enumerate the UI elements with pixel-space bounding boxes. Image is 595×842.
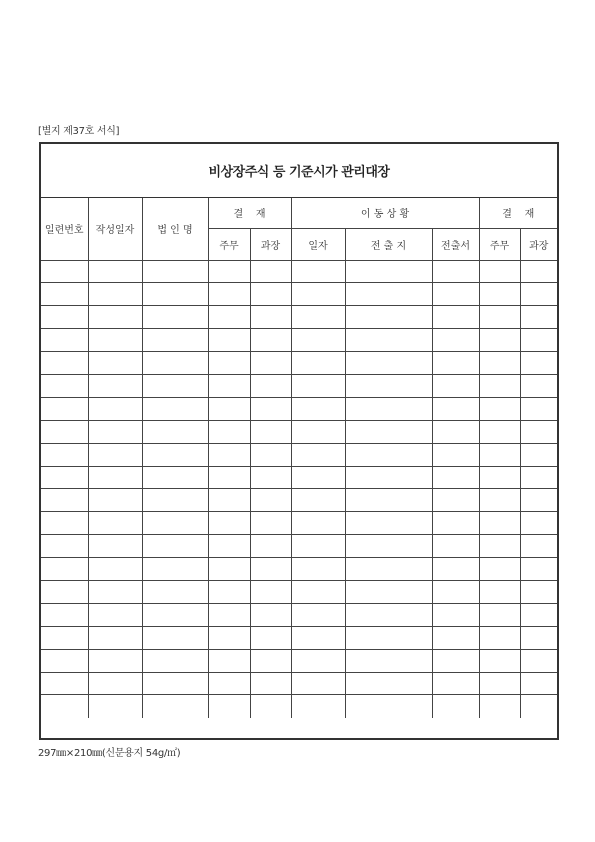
table-cell[interactable] xyxy=(88,329,142,352)
table-cell[interactable] xyxy=(142,558,208,581)
header-approval-chief-2: 과장 xyxy=(520,228,557,260)
table-cell[interactable] xyxy=(250,512,291,535)
table-cell[interactable] xyxy=(345,558,432,581)
table-cell[interactable] xyxy=(142,420,208,443)
table-cell[interactable] xyxy=(520,489,557,512)
table-cell[interactable] xyxy=(250,283,291,306)
table-cell[interactable] xyxy=(88,649,142,672)
table-cell[interactable] xyxy=(142,626,208,649)
table-cell[interactable] xyxy=(208,260,250,283)
table-cell[interactable] xyxy=(520,306,557,329)
table-cell[interactable] xyxy=(88,374,142,397)
table-cell[interactable] xyxy=(479,512,520,535)
table-cell[interactable] xyxy=(291,626,345,649)
table-row xyxy=(41,329,557,352)
table-cell[interactable] xyxy=(479,626,520,649)
table-cell[interactable] xyxy=(479,535,520,558)
table-cell[interactable] xyxy=(250,603,291,626)
table-cell[interactable] xyxy=(88,603,142,626)
table-cell[interactable] xyxy=(345,420,432,443)
table-cell[interactable] xyxy=(208,352,250,375)
table-cell[interactable] xyxy=(41,672,88,695)
table-cell[interactable] xyxy=(250,443,291,466)
header-transfer-office: 전출서 xyxy=(432,228,479,260)
table-cell[interactable] xyxy=(41,558,88,581)
table-cell[interactable] xyxy=(291,695,345,718)
table-cell[interactable] xyxy=(520,329,557,352)
table-cell[interactable] xyxy=(520,420,557,443)
table-cell[interactable] xyxy=(41,580,88,603)
table-cell[interactable] xyxy=(142,649,208,672)
table-cell[interactable] xyxy=(250,695,291,718)
table-cell[interactable] xyxy=(41,535,88,558)
table-cell[interactable] xyxy=(520,626,557,649)
table-cell[interactable] xyxy=(142,283,208,306)
table-cell[interactable] xyxy=(432,558,479,581)
table-cell[interactable] xyxy=(41,397,88,420)
table-cell[interactable] xyxy=(432,443,479,466)
table-cell[interactable] xyxy=(520,352,557,375)
table-cell[interactable] xyxy=(142,306,208,329)
table-cell[interactable] xyxy=(479,649,520,672)
table-cell[interactable] xyxy=(208,489,250,512)
table-cell[interactable] xyxy=(88,558,142,581)
table-cell[interactable] xyxy=(345,489,432,512)
table-row xyxy=(41,306,557,329)
table-cell[interactable] xyxy=(142,535,208,558)
table-cell[interactable] xyxy=(208,626,250,649)
table-cell[interactable] xyxy=(520,695,557,718)
table-row xyxy=(41,672,557,695)
table-cell[interactable] xyxy=(479,374,520,397)
table-cell[interactable] xyxy=(520,512,557,535)
header-movement-status: 이 동 상 황 xyxy=(291,198,479,228)
table-cell[interactable] xyxy=(291,489,345,512)
table-row xyxy=(41,512,557,535)
table-cell[interactable] xyxy=(41,466,88,489)
table-cell[interactable] xyxy=(250,260,291,283)
header-approval-2: 결 재 xyxy=(479,198,557,228)
table-row xyxy=(41,374,557,397)
table-cell[interactable] xyxy=(41,260,88,283)
table-cell[interactable] xyxy=(291,374,345,397)
table-cell[interactable] xyxy=(41,512,88,535)
table-row xyxy=(41,352,557,375)
table-row xyxy=(41,443,557,466)
table-cell[interactable] xyxy=(208,329,250,352)
table-cell[interactable] xyxy=(41,374,88,397)
register-rows xyxy=(41,260,557,718)
table-cell[interactable] xyxy=(345,466,432,489)
header-corp-name: 법 인 명 xyxy=(142,198,208,260)
header-transfer-destination: 전 출 지 xyxy=(345,228,432,260)
table-cell[interactable] xyxy=(88,283,142,306)
header-approval-staff: 주무 xyxy=(208,228,250,260)
table-cell[interactable] xyxy=(520,260,557,283)
table-cell[interactable] xyxy=(432,374,479,397)
table-cell[interactable] xyxy=(142,374,208,397)
table-cell[interactable] xyxy=(479,420,520,443)
table-cell[interactable] xyxy=(432,672,479,695)
table-cell[interactable] xyxy=(208,397,250,420)
table-cell[interactable] xyxy=(345,512,432,535)
table-cell[interactable] xyxy=(432,466,479,489)
table-cell[interactable] xyxy=(250,558,291,581)
table-cell[interactable] xyxy=(291,558,345,581)
table-cell[interactable] xyxy=(250,420,291,443)
table-cell[interactable] xyxy=(479,695,520,718)
table-row xyxy=(41,489,557,512)
header-move-date: 일자 xyxy=(291,228,345,260)
table-cell[interactable] xyxy=(88,397,142,420)
header-serial-no: 일련번호 xyxy=(41,198,88,260)
table-cell[interactable] xyxy=(142,512,208,535)
table-cell[interactable] xyxy=(250,466,291,489)
table-cell[interactable] xyxy=(479,489,520,512)
register-title: 비상장주식 등 기준시가 관리대장 xyxy=(208,165,390,180)
table-cell[interactable] xyxy=(291,420,345,443)
table-row xyxy=(41,580,557,603)
table-row xyxy=(41,260,557,283)
table-cell[interactable] xyxy=(208,512,250,535)
table-cell[interactable] xyxy=(142,580,208,603)
table-cell[interactable] xyxy=(520,649,557,672)
table-cell[interactable] xyxy=(41,283,88,306)
table-cell[interactable] xyxy=(432,512,479,535)
table-cell[interactable] xyxy=(520,374,557,397)
header-approval-staff-2: 주무 xyxy=(479,228,520,260)
table-cell[interactable] xyxy=(432,420,479,443)
table-cell[interactable] xyxy=(291,260,345,283)
table-cell[interactable] xyxy=(41,443,88,466)
table-cell[interactable] xyxy=(520,580,557,603)
table-cell[interactable] xyxy=(479,466,520,489)
table-cell[interactable] xyxy=(41,649,88,672)
table-cell[interactable] xyxy=(88,512,142,535)
table-cell[interactable] xyxy=(432,260,479,283)
table-cell[interactable] xyxy=(88,466,142,489)
table-cell[interactable] xyxy=(41,420,88,443)
table-cell[interactable] xyxy=(520,466,557,489)
table-cell[interactable] xyxy=(432,603,479,626)
table-cell[interactable] xyxy=(250,397,291,420)
table-cell[interactable] xyxy=(345,695,432,718)
table-cell[interactable] xyxy=(345,603,432,626)
table-cell[interactable] xyxy=(520,558,557,581)
table-cell[interactable] xyxy=(88,695,142,718)
table-cell[interactable] xyxy=(345,283,432,306)
table-cell[interactable] xyxy=(41,489,88,512)
table-cell[interactable] xyxy=(250,580,291,603)
table-cell[interactable] xyxy=(250,352,291,375)
register-table xyxy=(41,198,557,718)
table-cell[interactable] xyxy=(345,374,432,397)
table-cell[interactable] xyxy=(520,283,557,306)
table-cell[interactable] xyxy=(88,352,142,375)
table-cell[interactable] xyxy=(208,535,250,558)
table-cell[interactable] xyxy=(250,374,291,397)
header-date-created: 작성일자 xyxy=(88,198,142,260)
table-cell[interactable] xyxy=(479,329,520,352)
table-cell[interactable] xyxy=(432,306,479,329)
table-cell[interactable] xyxy=(345,260,432,283)
table-cell[interactable] xyxy=(142,466,208,489)
table-cell[interactable] xyxy=(208,672,250,695)
table-cell[interactable] xyxy=(345,443,432,466)
table-cell[interactable] xyxy=(142,443,208,466)
table-cell[interactable] xyxy=(208,695,250,718)
table-cell[interactable] xyxy=(345,626,432,649)
table-cell[interactable] xyxy=(479,603,520,626)
table-cell[interactable] xyxy=(250,329,291,352)
table-row xyxy=(41,558,557,581)
table-cell[interactable] xyxy=(250,672,291,695)
title-box xyxy=(41,144,557,198)
table-cell[interactable] xyxy=(88,420,142,443)
table-cell[interactable] xyxy=(291,352,345,375)
table-cell[interactable] xyxy=(479,580,520,603)
header-approval: 결 재 xyxy=(208,198,291,228)
table-row xyxy=(41,603,557,626)
table-row xyxy=(41,626,557,649)
table-cell[interactable] xyxy=(208,374,250,397)
table-cell[interactable] xyxy=(520,443,557,466)
table-cell[interactable] xyxy=(520,672,557,695)
table-cell[interactable] xyxy=(432,329,479,352)
table-cell[interactable] xyxy=(250,306,291,329)
table-cell[interactable] xyxy=(88,260,142,283)
table-cell[interactable] xyxy=(41,306,88,329)
table-cell[interactable] xyxy=(432,626,479,649)
table-cell[interactable] xyxy=(291,512,345,535)
table-row xyxy=(41,695,557,718)
table-cell[interactable] xyxy=(479,672,520,695)
table-cell[interactable] xyxy=(520,535,557,558)
table-cell[interactable] xyxy=(520,397,557,420)
table-cell[interactable] xyxy=(345,649,432,672)
paper-size-note: 297㎜×210㎜(신문용지 54g/㎡) xyxy=(38,748,181,759)
table-cell[interactable] xyxy=(345,329,432,352)
table-cell[interactable] xyxy=(432,283,479,306)
table-cell[interactable] xyxy=(345,672,432,695)
table-cell[interactable] xyxy=(291,466,345,489)
table-cell[interactable] xyxy=(142,603,208,626)
table-cell[interactable] xyxy=(345,397,432,420)
table-row xyxy=(41,466,557,489)
table-cell[interactable] xyxy=(291,283,345,306)
table-cell[interactable] xyxy=(345,580,432,603)
table-cell[interactable] xyxy=(479,283,520,306)
table-cell[interactable] xyxy=(479,260,520,283)
table-cell[interactable] xyxy=(142,397,208,420)
table-row xyxy=(41,649,557,672)
table-cell[interactable] xyxy=(479,397,520,420)
table-cell[interactable] xyxy=(479,352,520,375)
table-cell[interactable] xyxy=(432,397,479,420)
table-cell[interactable] xyxy=(291,535,345,558)
table-cell[interactable] xyxy=(479,558,520,581)
table-cell[interactable] xyxy=(208,466,250,489)
table-cell[interactable] xyxy=(250,535,291,558)
table-row xyxy=(41,535,557,558)
table-cell[interactable] xyxy=(88,306,142,329)
table-cell[interactable] xyxy=(88,580,142,603)
table-cell[interactable] xyxy=(88,535,142,558)
table-cell[interactable] xyxy=(142,489,208,512)
table-cell[interactable] xyxy=(208,558,250,581)
table-row xyxy=(41,397,557,420)
table-cell[interactable] xyxy=(479,306,520,329)
table-cell[interactable] xyxy=(88,443,142,466)
table-cell[interactable] xyxy=(142,695,208,718)
table-cell[interactable] xyxy=(41,329,88,352)
table-cell[interactable] xyxy=(432,535,479,558)
table-cell[interactable] xyxy=(345,306,432,329)
table-cell[interactable] xyxy=(291,603,345,626)
table-cell[interactable] xyxy=(208,603,250,626)
table-cell[interactable] xyxy=(345,535,432,558)
table-cell[interactable] xyxy=(479,443,520,466)
table-cell[interactable] xyxy=(208,306,250,329)
table-cell[interactable] xyxy=(520,603,557,626)
table-cell[interactable] xyxy=(250,649,291,672)
table-cell[interactable] xyxy=(250,489,291,512)
table-cell[interactable] xyxy=(208,649,250,672)
table-cell[interactable] xyxy=(291,672,345,695)
table-cell[interactable] xyxy=(142,352,208,375)
table-cell[interactable] xyxy=(88,489,142,512)
table-cell[interactable] xyxy=(432,489,479,512)
table-cell[interactable] xyxy=(291,649,345,672)
table-cell[interactable] xyxy=(41,626,88,649)
table-cell[interactable] xyxy=(291,397,345,420)
table-cell[interactable] xyxy=(291,306,345,329)
table-cell[interactable] xyxy=(291,329,345,352)
table-cell[interactable] xyxy=(432,352,479,375)
table-cell[interactable] xyxy=(41,352,88,375)
table-row xyxy=(41,283,557,306)
table-cell[interactable] xyxy=(345,352,432,375)
table-cell[interactable] xyxy=(41,695,88,718)
table-cell[interactable] xyxy=(432,649,479,672)
header-approval-chief: 과장 xyxy=(250,228,291,260)
table-cell[interactable] xyxy=(208,420,250,443)
table-cell[interactable] xyxy=(250,626,291,649)
table-cell[interactable] xyxy=(432,695,479,718)
table-cell[interactable] xyxy=(142,329,208,352)
table-cell[interactable] xyxy=(208,580,250,603)
table-cell[interactable] xyxy=(88,626,142,649)
table-cell[interactable] xyxy=(88,672,142,695)
form-number-label: [별지 제37호 서식] xyxy=(38,126,120,137)
table-cell[interactable] xyxy=(41,603,88,626)
table-cell[interactable] xyxy=(208,283,250,306)
table-cell[interactable] xyxy=(291,580,345,603)
table-cell[interactable] xyxy=(291,443,345,466)
table-cell[interactable] xyxy=(142,260,208,283)
register-sheet xyxy=(39,142,559,740)
table-cell[interactable] xyxy=(208,443,250,466)
table-cell[interactable] xyxy=(432,580,479,603)
table-row xyxy=(41,420,557,443)
table-cell[interactable] xyxy=(142,672,208,695)
